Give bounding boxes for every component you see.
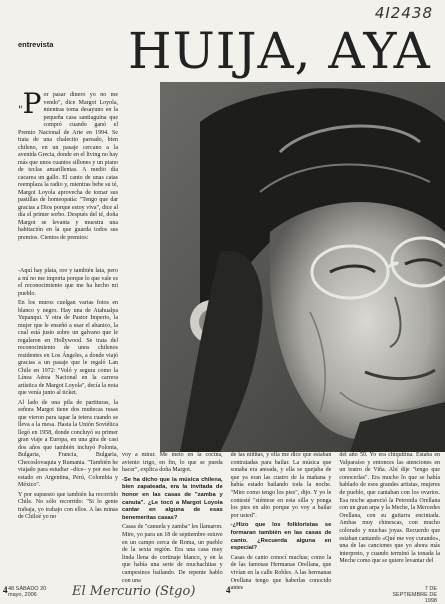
column-paragraph: Casas de "canuela y zamba" les llamaron. Mire, yo para un 18 de septiembre estuve en un campo cerca de Roma, un pueblo de la sexta región. Era una casa muy linda llena de cortinaje blanco, y en la que había una serie de muchachitas y campesinos bailando. De repente hablo con una <box>122 524 223 584</box>
headline: HUIJA, AYA <box>128 22 431 80</box>
left-paragraph: Al lado de una pila de partituras, la señora Margot tiene dos muñecas rusas que vieron para tapar la tetera cuando se lleva a la mesa. Hasta la Unión Soviética llegó en 1958, donde concluyó su primer gran viaje a Europa, en una gira de casi dos años que también incluyó Polonia, Bulgaria, Francia, Bulgaria, Checoslovaquia y Rumania. "También he viajado para estudiar –dice– y por eso he estado en Argentina, Perú, Colombia y México". <box>18 399 118 488</box>
left-paragraph: -Aquí hay plata, oro y también lata, pero a mí no me importa porque lo que vale es el reconocimiento que me ha hecho mi pueblo. <box>18 268 118 297</box>
portrait-photo <box>160 82 445 452</box>
bottom-columns <box>122 452 440 595</box>
column-paragraph: voy a mirar. Me meto en la cocina, aviento trigo, en fin, lo que se pueda hacer", explica doña Margot. <box>122 452 223 474</box>
left-column-continued <box>18 268 118 524</box>
pencil-mark-left: 4 <box>3 585 8 595</box>
handwritten-catalog-number: 4I2438 <box>374 4 433 22</box>
pencil-mark-right: 4 <box>226 585 231 595</box>
column-2 <box>122 452 223 595</box>
drop-cap: "P <box>18 87 42 120</box>
column-paragraph: del año 50. Yo era chiquitina. Estaba en Valparaíso y entonces las atenciones en un teatro de Viña. Ahí dije "tengo que conocerlas". Era mucho lo que se había hablado de esos grandes artistas, mujeres de pueblo, que cantaban con los ovarios. Esa noche apareció la Petronila Orellana con un gran arpa y la Meche, la Mercedes Orellana, con su guitarra encintada. Ambas muy chinescas, con mucho colorado y muchas joyas. Recuerdo que estaban cantando «Qué me voy curando», una de las canciones que yo ahora más interpreto, y cuando terminó la tonada la Meche como que se quiere levantar del <box>339 452 441 565</box>
footer-left: 48 SÁBADO 20 mayo, 2006 <box>8 586 47 598</box>
footer-right: 7 DE SEPTIEMBRE DE 1998 <box>392 586 437 604</box>
interview-question: -Se ha dicho que la música chilena, bien zapateada, era la invitada de honor en las casas de "zamba y canuta". ¿Le tocó a Margot Loyola cantar en alguna de esas benemeritas casas? <box>122 476 223 521</box>
left-paragraph: Y por supuesto que también ha recorrido Chile. No sólo recorrido: "Si lo gente trabaja, yo trabajo con ellos. A las minas de Chiloé yo no <box>18 491 118 520</box>
handwritten-source: El Mercurio (Stgo) <box>72 584 196 599</box>
page-footer <box>0 584 445 604</box>
section-tag: entrevista <box>18 40 54 49</box>
column-4 <box>339 452 440 595</box>
left-paragraph: En los muros cuelgan varias fotos en blanco y negro. Hay una de Atahualpa Yupanqui. Y otra de Pastor Imperio, la mujer que le enseñó a usar el abanico, la cual está justo sobre un galvano que le regalaron en Hollywood. Se trata del reconocimiento de unos chilenos residentes en Los Ángeles, a donde viajó gracias a un pasaje que le regaló Lan Chile en 1972: "Voló y segura como la Línea Aérea Nacional en la carrera artística de Margot Loyola", decía la nota que venía junto al ticket. <box>18 300 118 396</box>
interview-question: -¿Hizo que los folkloristas se formaran también en las casas de canto. ¿Recuerda alguna en especial? <box>230 522 332 552</box>
column-3 <box>231 452 332 595</box>
column-paragraph: de las niñitas, y ella me dice que estaban contratadas para bailar. La música que sonaba era anoada, y ella se quejaba de que ya eran las cuatro de la mañana y había estado bailando toda la noche. "Mire como tengo los pies", dijo. Y yo le contesté "siéntese en esta silla y ponga los pies en alto porque yo voy a bailar por usted". <box>230 452 332 519</box>
intro-column <box>18 87 118 244</box>
column-paragraph: Casas de canto conocí muchas; como la de las famosas Hermanas Orellana, que vivían en la calle Robles. A las hermanas Orellana tengo que haberlas conocido antes <box>230 554 332 592</box>
intro-paragraph: or pasar dinero yo no me vendo", dice Margot Loyola, mientras toma desayuno en la pequeña casa santiaguina que compró cuando ganó el Premio Nacional de Arte en 1994. Se trata de una chalecito pareado, bien chileno, en un pasaje cercano a la avenida Grecia, donde en el living no hay más que unos cuantos sillones y un piano de teclas amarillentas. A medio día cacarea un gallo. El canto de unas catas reemplaza la radio y, mientras bebe su té, Margot Loyola aprovecha de tomar sus pastillas de homeopatía: "Tengo que dar gracias a Dios porque estoy viva", dice al día el primer sorbo. Después del té, doña Margot se levanta y muestra una habitación en la que guarda todos sus premios. Cientos de premios: <box>18 92 118 241</box>
